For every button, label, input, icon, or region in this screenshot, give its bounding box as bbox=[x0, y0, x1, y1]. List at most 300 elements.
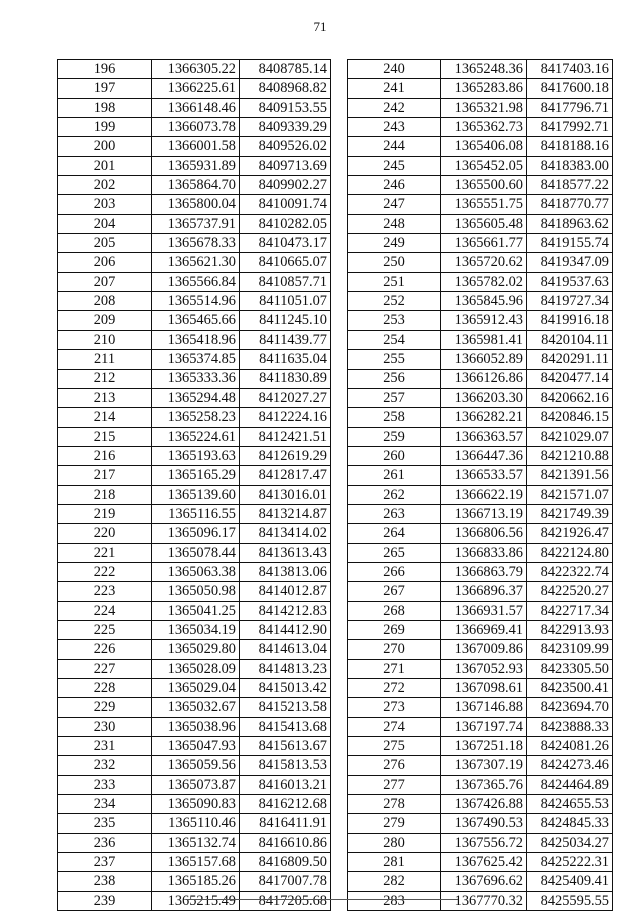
table-row bbox=[58, 659, 331, 678]
table-row bbox=[348, 98, 613, 117]
x-coordinate-cell: 1365157.68 bbox=[152, 853, 240, 872]
point-number-cell: 237 bbox=[58, 853, 152, 872]
table-row bbox=[348, 698, 613, 717]
x-coordinate-cell: 1365294.48 bbox=[152, 388, 240, 407]
y-coordinate-cell: 8421391.56 bbox=[527, 466, 613, 485]
point-number-cell: 260 bbox=[348, 446, 441, 465]
x-coordinate-cell: 1365362.73 bbox=[441, 118, 527, 137]
point-number-cell: 242 bbox=[348, 98, 441, 117]
table-row bbox=[58, 60, 331, 79]
point-number-cell: 207 bbox=[58, 272, 152, 291]
point-number-cell: 245 bbox=[348, 156, 441, 175]
point-number-cell: 221 bbox=[58, 543, 152, 562]
x-coordinate-cell: 1365514.96 bbox=[152, 292, 240, 311]
y-coordinate-cell: 8413016.01 bbox=[240, 485, 331, 504]
x-coordinate-cell: 1365038.96 bbox=[152, 717, 240, 736]
table-row bbox=[348, 814, 613, 833]
table-row bbox=[58, 311, 331, 330]
table-row bbox=[58, 504, 331, 523]
x-coordinate-cell: 1366363.57 bbox=[441, 427, 527, 446]
y-coordinate-cell: 8416013.21 bbox=[240, 775, 331, 794]
table-row bbox=[58, 292, 331, 311]
x-coordinate-cell: 1365139.60 bbox=[152, 485, 240, 504]
y-coordinate-cell: 8425222.31 bbox=[527, 853, 613, 872]
table-row bbox=[58, 524, 331, 543]
x-coordinate-cell: 1365185.26 bbox=[152, 872, 240, 891]
y-coordinate-cell: 8414813.23 bbox=[240, 659, 331, 678]
y-coordinate-cell: 8413613.43 bbox=[240, 543, 331, 562]
x-coordinate-cell: 1366305.22 bbox=[152, 60, 240, 79]
y-coordinate-cell: 8420291.11 bbox=[527, 350, 613, 369]
table-row bbox=[348, 601, 613, 620]
x-coordinate-cell: 1365418.96 bbox=[152, 330, 240, 349]
table-row bbox=[348, 485, 613, 504]
table-row bbox=[58, 369, 331, 388]
y-coordinate-cell: 8424655.53 bbox=[527, 795, 613, 814]
x-coordinate-cell: 1367009.86 bbox=[441, 640, 527, 659]
y-coordinate-cell: 8417403.16 bbox=[527, 60, 613, 79]
point-number-cell: 199 bbox=[58, 118, 152, 137]
table-row bbox=[348, 369, 613, 388]
table-row bbox=[348, 582, 613, 601]
x-coordinate-cell: 1367307.19 bbox=[441, 756, 527, 775]
y-coordinate-cell: 8421029.07 bbox=[527, 427, 613, 446]
y-coordinate-cell: 8416809.50 bbox=[240, 853, 331, 872]
y-coordinate-cell: 8415213.58 bbox=[240, 698, 331, 717]
table-row bbox=[58, 176, 331, 195]
point-number-cell: 261 bbox=[348, 466, 441, 485]
table-row bbox=[348, 195, 613, 214]
table-row bbox=[348, 756, 613, 775]
y-coordinate-cell: 8414212.83 bbox=[240, 601, 331, 620]
point-number-cell: 255 bbox=[348, 350, 441, 369]
x-coordinate-cell: 1365374.85 bbox=[152, 350, 240, 369]
y-coordinate-cell: 8423694.70 bbox=[527, 698, 613, 717]
x-coordinate-cell: 1365452.05 bbox=[441, 156, 527, 175]
x-coordinate-cell: 1365028.09 bbox=[152, 659, 240, 678]
table-row bbox=[58, 195, 331, 214]
table-row bbox=[58, 137, 331, 156]
y-coordinate-cell: 8417796.71 bbox=[527, 98, 613, 117]
table-row bbox=[348, 679, 613, 698]
point-number-cell: 253 bbox=[348, 311, 441, 330]
y-coordinate-cell: 8422124.80 bbox=[527, 543, 613, 562]
y-coordinate-cell: 8421210.88 bbox=[527, 446, 613, 465]
table-row bbox=[58, 388, 331, 407]
x-coordinate-cell: 1365041.25 bbox=[152, 601, 240, 620]
point-number-cell: 273 bbox=[348, 698, 441, 717]
y-coordinate-cell: 8411635.04 bbox=[240, 350, 331, 369]
y-coordinate-cell: 8418383.00 bbox=[527, 156, 613, 175]
x-coordinate-cell: 1366969.41 bbox=[441, 620, 527, 639]
table-row bbox=[348, 504, 613, 523]
table-row bbox=[58, 330, 331, 349]
point-number-cell: 280 bbox=[348, 833, 441, 852]
x-coordinate-cell: 1366806.56 bbox=[441, 524, 527, 543]
table-row bbox=[58, 620, 331, 639]
point-number-cell: 250 bbox=[348, 253, 441, 272]
point-number-cell: 279 bbox=[348, 814, 441, 833]
y-coordinate-cell: 8413414.02 bbox=[240, 524, 331, 543]
point-number-cell: 211 bbox=[58, 350, 152, 369]
y-coordinate-cell: 8417205.68 bbox=[240, 891, 331, 910]
x-coordinate-cell: 1365981.41 bbox=[441, 330, 527, 349]
point-number-cell: 204 bbox=[58, 214, 152, 233]
point-number-cell: 277 bbox=[348, 775, 441, 794]
x-coordinate-cell: 1366863.79 bbox=[441, 562, 527, 581]
y-coordinate-cell: 8425409.41 bbox=[527, 872, 613, 891]
y-coordinate-cell: 8419727.34 bbox=[527, 292, 613, 311]
x-coordinate-cell: 1365215.49 bbox=[152, 891, 240, 910]
table-row bbox=[348, 775, 613, 794]
x-coordinate-cell: 1365047.93 bbox=[152, 737, 240, 756]
point-number-cell: 222 bbox=[58, 562, 152, 581]
table-row bbox=[348, 640, 613, 659]
x-coordinate-cell: 1365465.66 bbox=[152, 311, 240, 330]
x-coordinate-cell: 1365090.83 bbox=[152, 795, 240, 814]
table-row bbox=[348, 234, 613, 253]
x-coordinate-cell: 1365605.48 bbox=[441, 214, 527, 233]
y-coordinate-cell: 8421571.07 bbox=[527, 485, 613, 504]
x-coordinate-cell: 1366073.78 bbox=[152, 118, 240, 137]
y-coordinate-cell: 8409713.69 bbox=[240, 156, 331, 175]
table-row bbox=[58, 234, 331, 253]
point-number-cell: 232 bbox=[58, 756, 152, 775]
x-coordinate-cell: 1366203.30 bbox=[441, 388, 527, 407]
point-number-cell: 246 bbox=[348, 176, 441, 195]
point-number-cell: 271 bbox=[348, 659, 441, 678]
x-coordinate-cell: 1365566.84 bbox=[152, 272, 240, 291]
point-number-cell: 266 bbox=[348, 562, 441, 581]
x-coordinate-cell: 1365059.56 bbox=[152, 756, 240, 775]
x-coordinate-cell: 1365621.30 bbox=[152, 253, 240, 272]
x-coordinate-cell: 1366052.89 bbox=[441, 350, 527, 369]
table-row bbox=[58, 717, 331, 736]
table-row bbox=[348, 79, 613, 98]
y-coordinate-cell: 8424273.46 bbox=[527, 756, 613, 775]
point-number-cell: 270 bbox=[348, 640, 441, 659]
x-coordinate-cell: 1365029.80 bbox=[152, 640, 240, 659]
point-number-cell: 256 bbox=[348, 369, 441, 388]
x-coordinate-cell: 1367146.88 bbox=[441, 698, 527, 717]
table-row bbox=[348, 853, 613, 872]
point-number-cell: 229 bbox=[58, 698, 152, 717]
point-number-cell: 214 bbox=[58, 408, 152, 427]
point-number-cell: 234 bbox=[58, 795, 152, 814]
coordinates-table-right bbox=[347, 59, 613, 911]
table-row bbox=[58, 853, 331, 872]
point-number-cell: 249 bbox=[348, 234, 441, 253]
x-coordinate-cell: 1365864.70 bbox=[152, 176, 240, 195]
x-coordinate-cell: 1365032.67 bbox=[152, 698, 240, 717]
point-number-cell: 219 bbox=[58, 504, 152, 523]
x-coordinate-cell: 1365248.36 bbox=[441, 60, 527, 79]
y-coordinate-cell: 8409526.02 bbox=[240, 137, 331, 156]
point-number-cell: 203 bbox=[58, 195, 152, 214]
y-coordinate-cell: 8418770.77 bbox=[527, 195, 613, 214]
point-number-cell: 265 bbox=[348, 543, 441, 562]
y-coordinate-cell: 8424464.89 bbox=[527, 775, 613, 794]
table-row bbox=[348, 292, 613, 311]
point-number-cell: 241 bbox=[348, 79, 441, 98]
table-row bbox=[348, 524, 613, 543]
x-coordinate-cell: 1366001.58 bbox=[152, 137, 240, 156]
y-coordinate-cell: 8417992.71 bbox=[527, 118, 613, 137]
y-coordinate-cell: 8420477.14 bbox=[527, 369, 613, 388]
x-coordinate-cell: 1365678.33 bbox=[152, 234, 240, 253]
point-number-cell: 258 bbox=[348, 408, 441, 427]
point-number-cell: 243 bbox=[348, 118, 441, 137]
x-coordinate-cell: 1365073.87 bbox=[152, 775, 240, 794]
page-number: 71 bbox=[313, 19, 327, 34]
x-coordinate-cell: 1367426.88 bbox=[441, 795, 527, 814]
y-coordinate-cell: 8419347.09 bbox=[527, 253, 613, 272]
table-row bbox=[348, 388, 613, 407]
y-coordinate-cell: 8415613.67 bbox=[240, 737, 331, 756]
y-coordinate-cell: 8412619.29 bbox=[240, 446, 331, 465]
point-number-cell: 228 bbox=[58, 679, 152, 698]
y-coordinate-cell: 8413813.06 bbox=[240, 562, 331, 581]
point-number-cell: 217 bbox=[58, 466, 152, 485]
y-coordinate-cell: 8412817.47 bbox=[240, 466, 331, 485]
point-number-cell: 205 bbox=[58, 234, 152, 253]
x-coordinate-cell: 1365283.86 bbox=[441, 79, 527, 98]
y-coordinate-cell: 8414412.90 bbox=[240, 620, 331, 639]
table-row bbox=[58, 408, 331, 427]
x-coordinate-cell: 1367365.76 bbox=[441, 775, 527, 794]
point-number-cell: 282 bbox=[348, 872, 441, 891]
table-row bbox=[348, 253, 613, 272]
y-coordinate-cell: 8412224.16 bbox=[240, 408, 331, 427]
table-row bbox=[348, 176, 613, 195]
point-number-cell: 281 bbox=[348, 853, 441, 872]
x-coordinate-cell: 1365720.62 bbox=[441, 253, 527, 272]
point-number-cell: 254 bbox=[348, 330, 441, 349]
x-coordinate-cell: 1365845.96 bbox=[441, 292, 527, 311]
point-number-cell: 239 bbox=[58, 891, 152, 910]
point-number-cell: 257 bbox=[348, 388, 441, 407]
table-row bbox=[58, 775, 331, 794]
x-coordinate-cell: 1366148.46 bbox=[152, 98, 240, 117]
table-row bbox=[348, 833, 613, 852]
x-coordinate-cell: 1365096.17 bbox=[152, 524, 240, 543]
table-row bbox=[348, 118, 613, 137]
y-coordinate-cell: 8417600.18 bbox=[527, 79, 613, 98]
table-row bbox=[58, 156, 331, 175]
coordinates-table-left bbox=[57, 59, 331, 911]
y-coordinate-cell: 8416411.91 bbox=[240, 814, 331, 833]
point-number-cell: 278 bbox=[348, 795, 441, 814]
point-number-cell: 227 bbox=[58, 659, 152, 678]
point-number-cell: 235 bbox=[58, 814, 152, 833]
y-coordinate-cell: 8419916.18 bbox=[527, 311, 613, 330]
y-coordinate-cell: 8423888.33 bbox=[527, 717, 613, 736]
table-row bbox=[348, 891, 613, 910]
table-row bbox=[348, 311, 613, 330]
point-number-cell: 272 bbox=[348, 679, 441, 698]
point-number-cell: 269 bbox=[348, 620, 441, 639]
table-row bbox=[58, 446, 331, 465]
x-coordinate-cell: 1367098.61 bbox=[441, 679, 527, 698]
x-coordinate-cell: 1365321.98 bbox=[441, 98, 527, 117]
table-row bbox=[58, 214, 331, 233]
x-coordinate-cell: 1365782.02 bbox=[441, 272, 527, 291]
point-number-cell: 238 bbox=[58, 872, 152, 891]
point-number-cell: 215 bbox=[58, 427, 152, 446]
point-number-cell: 225 bbox=[58, 620, 152, 639]
y-coordinate-cell: 8416610.86 bbox=[240, 833, 331, 852]
y-coordinate-cell: 8411830.89 bbox=[240, 369, 331, 388]
point-number-cell: 206 bbox=[58, 253, 152, 272]
y-coordinate-cell: 8409153.55 bbox=[240, 98, 331, 117]
y-coordinate-cell: 8417007.78 bbox=[240, 872, 331, 891]
x-coordinate-cell: 1366622.19 bbox=[441, 485, 527, 504]
point-number-cell: 210 bbox=[58, 330, 152, 349]
y-coordinate-cell: 8411051.07 bbox=[240, 292, 331, 311]
x-coordinate-cell: 1365333.36 bbox=[152, 369, 240, 388]
point-number-cell: 230 bbox=[58, 717, 152, 736]
x-coordinate-cell: 1367197.74 bbox=[441, 717, 527, 736]
table-row bbox=[58, 485, 331, 504]
point-number-cell: 200 bbox=[58, 137, 152, 156]
x-coordinate-cell: 1366931.57 bbox=[441, 601, 527, 620]
y-coordinate-cell: 8415813.53 bbox=[240, 756, 331, 775]
point-number-cell: 201 bbox=[58, 156, 152, 175]
y-coordinate-cell: 8410473.17 bbox=[240, 234, 331, 253]
table-row bbox=[348, 717, 613, 736]
y-coordinate-cell: 8414613.04 bbox=[240, 640, 331, 659]
y-coordinate-cell: 8420662.16 bbox=[527, 388, 613, 407]
y-coordinate-cell: 8408968.82 bbox=[240, 79, 331, 98]
y-coordinate-cell: 8420104.11 bbox=[527, 330, 613, 349]
point-number-cell: 197 bbox=[58, 79, 152, 98]
table-row bbox=[58, 272, 331, 291]
point-number-cell: 262 bbox=[348, 485, 441, 504]
table-row bbox=[348, 466, 613, 485]
table-row bbox=[348, 330, 613, 349]
x-coordinate-cell: 1365931.89 bbox=[152, 156, 240, 175]
point-number-cell: 196 bbox=[58, 60, 152, 79]
point-number-cell: 212 bbox=[58, 369, 152, 388]
table-row bbox=[58, 833, 331, 852]
x-coordinate-cell: 1367490.53 bbox=[441, 814, 527, 833]
x-coordinate-cell: 1366447.36 bbox=[441, 446, 527, 465]
y-coordinate-cell: 8419155.74 bbox=[527, 234, 613, 253]
point-number-cell: 198 bbox=[58, 98, 152, 117]
point-number-cell: 209 bbox=[58, 311, 152, 330]
table-row bbox=[348, 156, 613, 175]
x-coordinate-cell: 1365406.08 bbox=[441, 137, 527, 156]
x-coordinate-cell: 1365050.98 bbox=[152, 582, 240, 601]
table-row bbox=[58, 756, 331, 775]
table-row bbox=[348, 350, 613, 369]
y-coordinate-cell: 8414012.87 bbox=[240, 582, 331, 601]
table-row bbox=[58, 601, 331, 620]
x-coordinate-cell: 1367625.42 bbox=[441, 853, 527, 872]
y-coordinate-cell: 8419537.63 bbox=[527, 272, 613, 291]
x-coordinate-cell: 1365165.29 bbox=[152, 466, 240, 485]
y-coordinate-cell: 8423109.99 bbox=[527, 640, 613, 659]
y-coordinate-cell: 8421926.47 bbox=[527, 524, 613, 543]
y-coordinate-cell: 8424845.33 bbox=[527, 814, 613, 833]
table-row bbox=[348, 214, 613, 233]
table-row bbox=[348, 562, 613, 581]
table-row bbox=[58, 737, 331, 756]
point-number-cell: 248 bbox=[348, 214, 441, 233]
x-coordinate-cell: 1365110.46 bbox=[152, 814, 240, 833]
table-row bbox=[58, 350, 331, 369]
x-coordinate-cell: 1365078.44 bbox=[152, 543, 240, 562]
y-coordinate-cell: 8410091.74 bbox=[240, 195, 331, 214]
point-number-cell: 223 bbox=[58, 582, 152, 601]
table-row bbox=[58, 814, 331, 833]
point-number-cell: 247 bbox=[348, 195, 441, 214]
table-row bbox=[58, 118, 331, 137]
point-number-cell: 244 bbox=[348, 137, 441, 156]
point-number-cell: 268 bbox=[348, 601, 441, 620]
table-row bbox=[58, 427, 331, 446]
table-row bbox=[348, 60, 613, 79]
x-coordinate-cell: 1366896.37 bbox=[441, 582, 527, 601]
x-coordinate-cell: 1365063.38 bbox=[152, 562, 240, 581]
x-coordinate-cell: 1365116.55 bbox=[152, 504, 240, 523]
table-row bbox=[58, 253, 331, 272]
x-coordinate-cell: 1366126.86 bbox=[441, 369, 527, 388]
x-coordinate-cell: 1365258.23 bbox=[152, 408, 240, 427]
x-coordinate-cell: 1366533.57 bbox=[441, 466, 527, 485]
x-coordinate-cell: 1366833.86 bbox=[441, 543, 527, 562]
table-row bbox=[348, 446, 613, 465]
x-coordinate-cell: 1367251.18 bbox=[441, 737, 527, 756]
x-coordinate-cell: 1365551.75 bbox=[441, 195, 527, 214]
table-row bbox=[58, 795, 331, 814]
point-number-cell: 231 bbox=[58, 737, 152, 756]
y-coordinate-cell: 8422717.34 bbox=[527, 601, 613, 620]
y-coordinate-cell: 8418188.16 bbox=[527, 137, 613, 156]
table-row bbox=[348, 137, 613, 156]
table-row bbox=[58, 640, 331, 659]
table-row bbox=[58, 891, 331, 910]
table-row bbox=[348, 872, 613, 891]
x-coordinate-cell: 1366282.21 bbox=[441, 408, 527, 427]
y-coordinate-cell: 8418577.22 bbox=[527, 176, 613, 195]
table-row bbox=[58, 466, 331, 485]
table-row bbox=[58, 679, 331, 698]
x-coordinate-cell: 1367770.32 bbox=[441, 891, 527, 910]
table-row bbox=[58, 543, 331, 562]
point-number-cell: 276 bbox=[348, 756, 441, 775]
y-coordinate-cell: 8422322.74 bbox=[527, 562, 613, 581]
x-coordinate-cell: 1365132.74 bbox=[152, 833, 240, 852]
x-coordinate-cell: 1365800.04 bbox=[152, 195, 240, 214]
point-number-cell: 251 bbox=[348, 272, 441, 291]
table-row bbox=[58, 79, 331, 98]
table-row bbox=[58, 582, 331, 601]
y-coordinate-cell: 8411245.10 bbox=[240, 311, 331, 330]
point-number-cell: 267 bbox=[348, 582, 441, 601]
table-row bbox=[58, 872, 331, 891]
point-number-cell: 208 bbox=[58, 292, 152, 311]
table-row bbox=[348, 272, 613, 291]
y-coordinate-cell: 8411439.77 bbox=[240, 330, 331, 349]
table-row bbox=[348, 795, 613, 814]
y-coordinate-cell: 8422520.27 bbox=[527, 582, 613, 601]
y-coordinate-cell: 8412027.27 bbox=[240, 388, 331, 407]
y-coordinate-cell: 8416212.68 bbox=[240, 795, 331, 814]
point-number-cell: 220 bbox=[58, 524, 152, 543]
x-coordinate-cell: 1366713.19 bbox=[441, 504, 527, 523]
point-number-cell: 263 bbox=[348, 504, 441, 523]
